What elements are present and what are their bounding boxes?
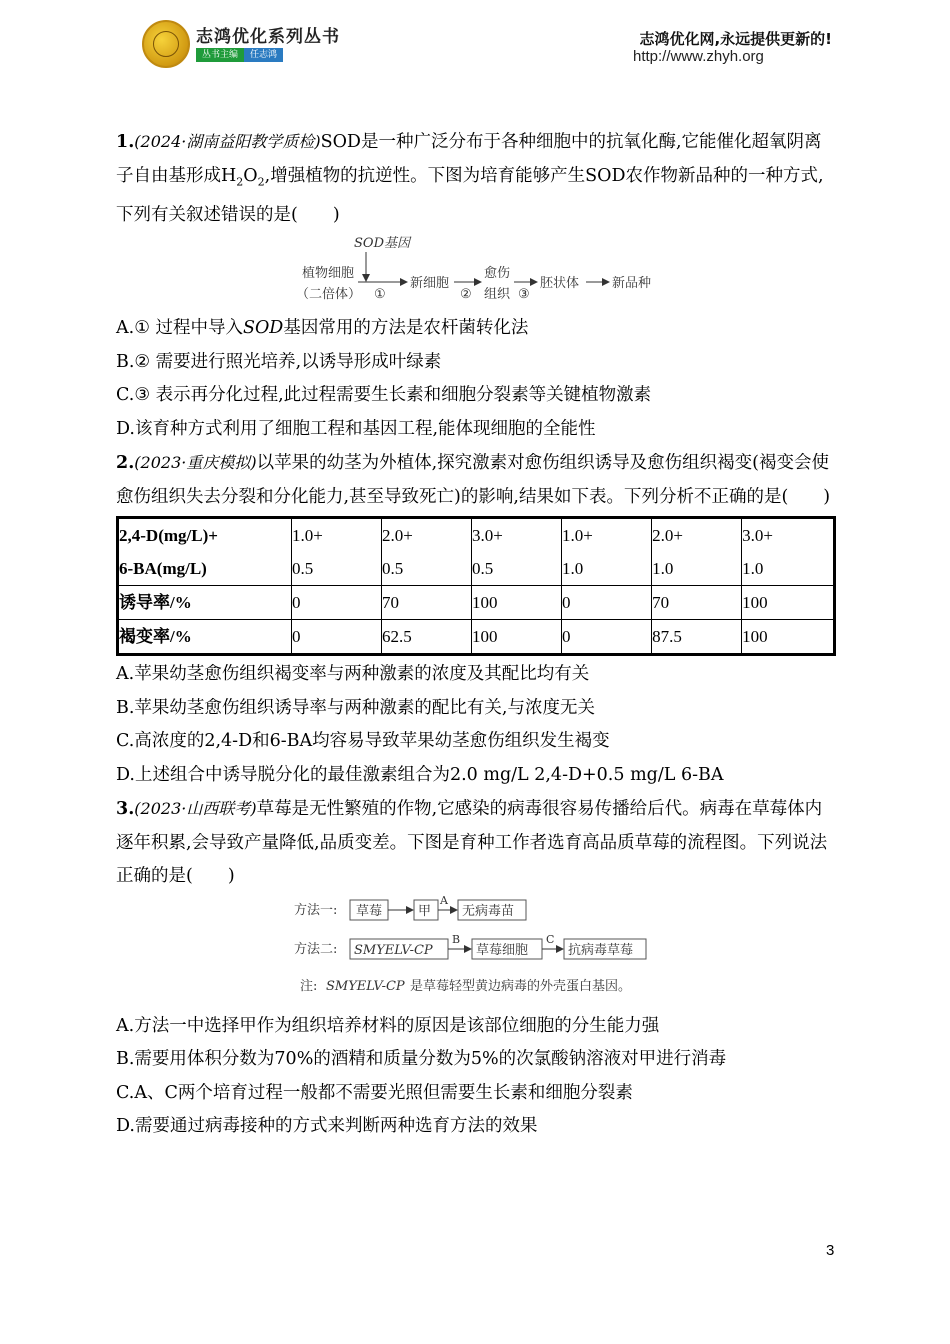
q2-option-c[interactable]: C.高浓度的2,4-D和6-BA均容易导致苹果幼茎愈伤组织发生褐变 [116,731,610,751]
table-cell: 62.5 [382,620,472,655]
q3-strawberry-cell-box: 草莓细胞 [476,942,529,958]
page-header [0,0,950,80]
table-cell: 100 [472,620,562,655]
q3-jia-box: 甲 [418,903,432,919]
q3-option-b[interactable]: B.需要用体积分数为70%的酒精和质量分数为5%的次氯酸钠溶液对甲进行消毒 [116,1049,727,1069]
table-row [118,518,835,586]
header-url[interactable]: http://www.zhyh.org [633,48,764,65]
table-header-hormones: 2,4-D(mg/L)+ 6-BA(mg/L) [118,518,292,586]
q2-table [116,516,836,656]
series-title: 志鸿优化系列丛书 [196,27,340,47]
q3-strawberry-box: 草莓 [356,903,383,919]
q3-note-text: 是草莓轻型黄边病毒的外壳蛋白基因。 [410,978,632,994]
table-header-browning: 褐变率/% [118,620,292,655]
page-content [116,125,836,1144]
table-cell: 100 [472,586,562,620]
q2-source: (2023·重庆模拟) [134,453,257,472]
table-cell: 2.0+ 1.0 [652,518,742,586]
q3-step-a: A [440,893,448,907]
q1-embryoid-label: 胚状体 [540,276,580,291]
table-cell: 3.0+ 0.5 [472,518,562,586]
header-slogan: 志鸿优化网,永远提供更新的! [639,30,832,48]
q1-callus-label-2: 组织 [484,287,511,302]
q3-step-b: B [452,932,461,946]
q1-source: (2024·湖南益阳教学质检) [134,132,321,151]
q3-option-d[interactable]: D.需要通过病毒接种的方式来判断两种选育方法的效果 [116,1116,538,1136]
table-cell: 87.5 [652,620,742,655]
q3-method1-label: 方法一: [294,902,338,918]
q1-new-variety-label: 新品种 [612,276,652,291]
q2-option-d[interactable]: D.上述组合中诱导脱分化的最佳激素组合为2.0 mg/L 2,4-D+0.5 mg/L 6-BA [116,764,724,785]
q3-note-prefix: 注: [300,978,318,994]
editor-bar [196,48,283,62]
q1-step3: ③ [518,287,530,302]
q2-option-a[interactable]: A.苹果幼茎愈伤组织褐变率与两种激素的浓度及其配比均有关 [116,664,590,684]
q2-number: 2 [116,453,129,473]
table-cell: 100 [742,586,835,620]
q3-method2-label: 方法二: [294,941,338,957]
q1-step1: ① [374,287,386,302]
q2-stem: 2.(2023·重庆模拟)以苹果的幼茎为外植体,探究激素对愈伤组织诱导及愈伤组织褐变(褐变会使愈伤组织失去分裂和分化能力,甚至导致死亡)的影响,结果如下表。下列分析不正确的是( ) [116,453,831,507]
q3-step-c: C [546,932,555,946]
q1-sod-gene-label: SOD基因 [354,236,410,251]
q3-diagram [292,894,692,1006]
table-cell: 100 [742,620,835,655]
q3-option-a[interactable]: A.方法一中选择甲作为组织培养材料的原因是该部位细胞的分生能力强 [116,1015,660,1036]
page-number: 3 [826,1242,835,1259]
table-row [118,586,835,620]
table-cell: 0 [562,620,652,655]
table-cell: 70 [382,586,472,620]
q1-number: 1 [116,132,129,152]
q3-resistant-box: 抗病毒草莓 [568,942,634,958]
q3-source: (2023·山西联考) [134,799,257,818]
table-cell: 0 [292,620,382,655]
table-row [118,620,835,655]
table-header-induction: 诱导率/% [118,586,292,620]
q1-callus-label-1: 愈伤 [484,266,511,281]
q3-stem: 3.(2023·山西联考)草莓是无性繁殖的作物,它感染的病毒很容易传播给后代。病毒在草莓体内逐年积累,会导致产量降低,品质变差。下图是育种工作者选育高品质草莓的流程图。下列说法正确的是( ) [116,799,828,886]
q3-gene-box: SMYELV-CP [354,942,433,958]
q1-plant-cell-label: 植物细胞 [302,266,355,281]
q3-option-c[interactable]: C.A、C两个培育过程一般都不需要光照但需要生长素和细胞分裂素 [116,1082,633,1103]
q1-option-d[interactable]: D.该育种方式利用了细胞工程和基因工程,能体现细胞的全能性 [116,418,596,439]
q1-option-a[interactable]: A.① 过程中导入SOD基因常用的方法是农杆菌转化法 [116,318,529,338]
table-cell: 1.0+ 1.0 [562,518,652,586]
q1-option-c[interactable]: C.③ 表示再分化过程,此过程需要生长素和细胞分裂素等关键植物激素 [116,385,652,405]
table-cell: 0 [562,586,652,620]
q1-diploid-label: （二倍体） [296,287,362,302]
q1-stem: 1.(2024·湖南益阳教学质检)SOD是一种广泛分布于各种细胞中的抗氧化酶,它能催化超氧阴离子自由基形成$H_2O_2$,增强植物的抗逆性。下图为培育能够产生SOD农作物新品种的一种方式,下列有关叙述错误的是( ) [116,132,824,225]
table-cell: 70 [652,586,742,620]
publisher-logo-icon [142,20,190,68]
q3-number: 3 [116,799,129,819]
q3-virus-free-box: 无病毒苗 [462,903,515,919]
table-cell: 1.0+ 0.5 [292,518,382,586]
q1-option-b[interactable]: B.② 需要进行照光培养,以诱导形成叶绿素 [116,351,442,372]
table-cell: 3.0+ 1.0 [742,518,835,586]
q1-step2: ② [460,287,472,302]
q1-new-cell-label: 新细胞 [410,276,450,291]
editor-label: 丛书主编 [196,48,244,62]
q1-diagram [296,232,676,310]
table-cell: 2.0+ 0.5 [382,518,472,586]
q3-note-gene: SMYELV-CP [326,978,405,994]
table-cell: 0 [292,586,382,620]
q2-option-b[interactable]: B.苹果幼茎愈伤组织诱导率与两种激素的配比有关,与浓度无关 [116,697,595,718]
editor-name: 任志鸿 [244,48,283,62]
